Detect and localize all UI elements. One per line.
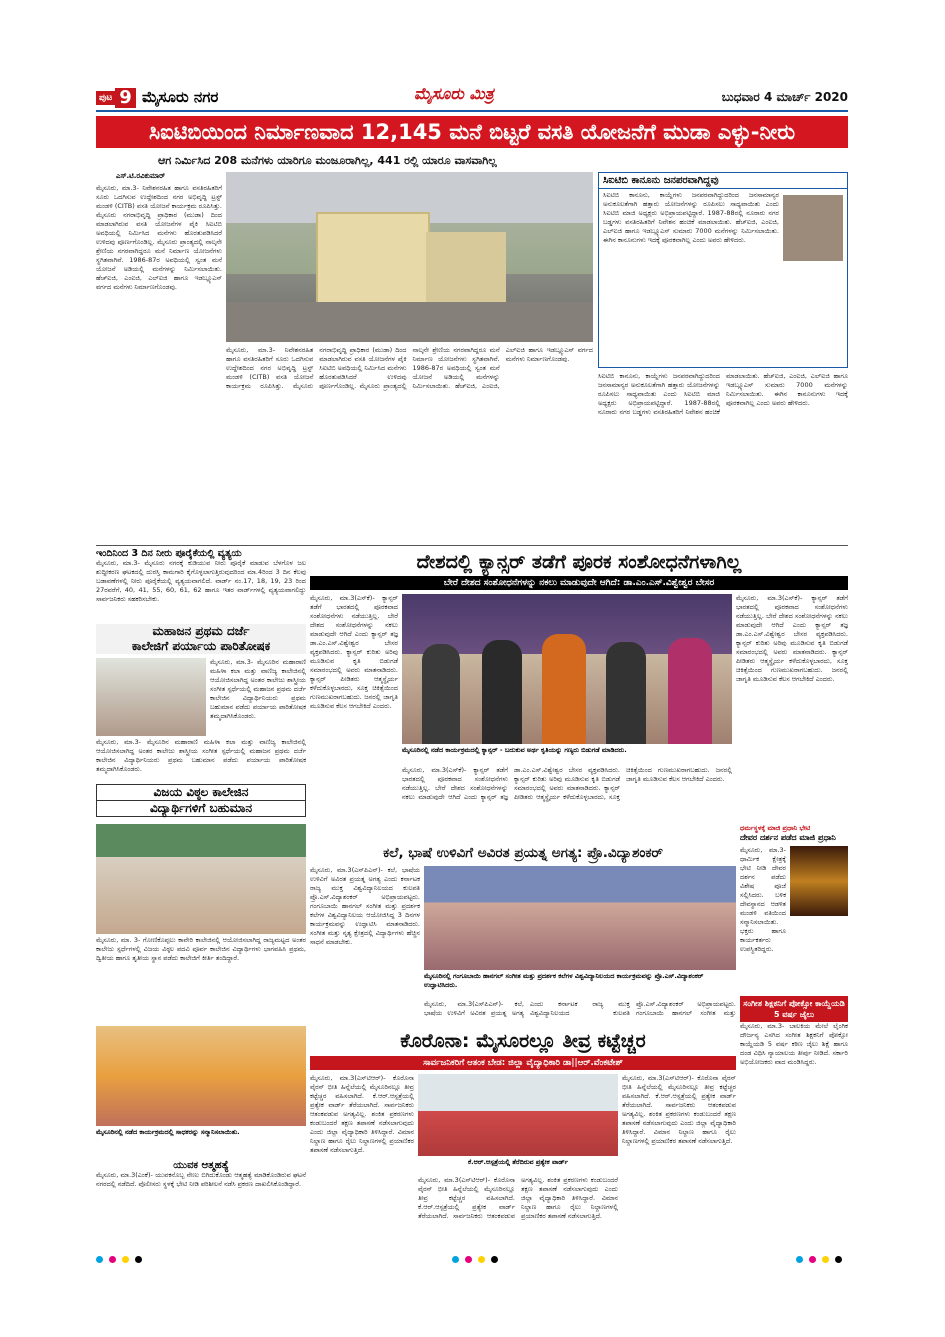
person-shape: [542, 634, 586, 744]
temple-article: [740, 824, 848, 994]
pocso-body: ಮೈಸೂರು, ಮಾ.3- ಬಾಲಕಿಯ ಮೇಲೆ ಲೈಂಗಿಕ ದೌರ್ಜನ್ಯ ಎಸಗಿದ ಸಂಗೀತ ಶಿಕ್ಷಕನಿಗೆ ಪೋಕ್ಸೋ ಕಾಯ್ದೆಯಡಿ 5 ವರ್ಷ ಕಠಿಣ ಜೈಲು ಶಿಕ್ಷೆ ಹಾಗೂ ದಂಡ ವಿಧಿಸಿ ನ್ಯಾಯಾಲಯ ತೀರ್ಪು ನೀಡಿದೆ. ಸರ್ಕಾರಿ ಅಭಿಯೋಜಕರು ವಾದ ಮಂಡಿಸಿದ್ದರು.: [740, 1022, 848, 1066]
temple-kicker: ಧರ್ಮಸ್ಥಳಕ್ಕೆ ಮಾಜಿ ಪ್ರಧಾನಿ ಭೇಟಿ: [740, 824, 811, 832]
kala-caption: ಮೈಸೂರಿನಲ್ಲಿ ಗಂಗೂಬಾಯಿ ಹಾನಗಲ್ ಸಂಗೀತ ಮತ್ತು ಪ್ರದರ್ಶಕ ಕಲೆಗಳ ವಿಶ್ವವಿದ್ಯಾನಿಲಯದ ಕಾರ್ಯಕ್ರಮವನ್ನು ಪ್ರೊ.ಎಸ್.ವಿದ್ಯಾಶಂಕರ್ ಉದ್ಘಾಟಿಸಿದರು.: [424, 972, 736, 1000]
lead-body: ಮೈಸೂರು, ಮಾ.3- ನಿವೇಶನರಹಿತ ಹಾಗೂ ವಸತಿರಹಿತರಿಗೆ ಸೂರು ಒದಗಿಸುವ ಉದ್ದೇಶದಿಂದ ನಗರ ಅಭಿವೃದ್ಧಿ ಟ್ರಸ್ಟ್ ಮಂಡಳಿ (CITB) ವಸತಿ ಯೋಜನೆ ಕಾರ್ಯಕ್ರಮ ರೂಪಿಸಿತ್ತು. ಮೈಸೂರು ನಗರಾಭಿವೃದ್ಧಿ ಪ್ರಾಧಿಕಾರ (ಮುಡಾ) ದಿಂದ ಮಾಡಲಾಗಿರುವ ವಸತಿ ಯೋಜನೆಗಳ ಪೈಕಿ ಸಿಐಟಿಬಿ ಅವಧಿಯಲ್ಲಿ ನಿರ್ಮಿಸಿದ ಮನೆಗಳು ಹೊರತುಪಡಿಸಿದರೆ ಉಳಿದವು ಪೂರ್ಣಗೊಂಡಿಲ್ಲ. ಮೈಸೂರು ಪ್ರಾಂತ್ಯದಲ್ಲಿ ನಾಲ್ಕನೇ ಶ್ರೇಣಿಯ ನಗರವಾಗಿದ್ದರೂ ಮನೆ ನಿರ್ಮಾಣ ಯೋಜನೆಗಳು ಸ್ಥಗಿತವಾಗಿವೆ. 1986-87ರ ಅವಧಿಯಲ್ಲಿ ಸ್ವಂತ ಮನೆ ಯೋಜನೆ ಅಡಿಯಲ್ಲಿ ಮನೆಗಳನ್ನು ನಿರ್ಮಿಸಲಾಯಿತು. ಹೆಚ್ಐಜಿ, ಎಂಐಜಿ, ಎಲ್ಐಜಿ ಹಾಗೂ ಇಡಬ್ಲ್ಯೂಎಸ್ ವರ್ಗದ ಮನೆಗಳು ನಿರ್ಮಾಣಗೊಂಡವು.: [96, 184, 222, 291]
page-number-block: [96, 88, 136, 108]
vijaya-headline-2: ವಿದ್ಯಾರ್ಥಿಗಳಿಗೆ ಬಹುಮಾನ: [96, 801, 306, 817]
page-label: ಪುಟ: [96, 91, 115, 105]
registration-dot: [835, 1256, 842, 1263]
cancer-body-right: ಮೈಸೂರು, ಮಾ.3(ಎಸ್‌ಕೆ)- ಕ್ಯಾನ್ಸರ್ ತಡೆಗೆ ಭಾರತದಲ್ಲಿ ಪೂರಕವಾದ ಸಂಶೋಧನೆಗಳು ನಡೆಯುತ್ತಿಲ್ಲ. ಬೇರೆ ದೇಶದ ಸಂಶೋಧನೆಗಳನ್ನು ನಕಲು ಮಾಡುವುದೇ ಆಗಿದೆ ಎಂದು ಕ್ಯಾನ್ಸರ್ ತಜ್ಞ ಡಾ.ಎಂ.ಎಸ್.ವಿಶ್ವೇಶ್ವರ ಬೇಸರ ವ್ಯಕ್ತಪಡಿಸಿದರು. ಕ್ಯಾನ್ಸರ್ ಕುರಿತು ಅರಿವು ಮೂಡಿಸುವ ಕೃತಿ ಬಿಡುಗಡೆ ಸಮಾರಂಭದಲ್ಲಿ ಅವರು ಮಾತನಾಡಿದರು. ಕ್ಯಾನ್ಸರ್ ಪೀಡಿತರು ಆತ್ಮಸ್ಥೈರ್ಯ ಕಳೆದುಕೊಳ್ಳಬಾರದು, ಸೂಕ್ತ ಚಿಕಿತ್ಸೆಯಿಂದ ಗುಣಮುಖರಾಗಬಹುದು. ಜನರಲ್ಲಿ ಜಾಗೃತಿ ಮೂಡಿಸುವ ಕೆಲಸ ಆಗಬೇಕಿದೆ ಎಂದರು.: [736, 594, 848, 683]
road-shape: [226, 302, 593, 342]
mahajana-photo: [96, 658, 206, 736]
lead-subheadline: ಆಗ ನಿರ್ಮಿಸಿದ 208 ಮನೆಗಳು ಯಾರಿಗೂ ಮಂಜೂರಾಗಿಲ್ಲ, 441 ರಲ್ಲಿ ಯಾರೂ ವಾಸವಾಗಿಲ್ಲ: [158, 154, 497, 167]
mahajana-headline-1: ಮಹಾಜನ ಪ್ರಥಮ ದರ್ಜೆ: [96, 624, 306, 639]
registration-marks-left: [96, 1256, 142, 1263]
sidebar-continued: [598, 372, 848, 542]
person-shape: [606, 642, 646, 744]
mahajana-body: ಮೈಸೂರು, ಮಾ.3- ಮೈಸೂರಿನ ಮಹಾರಾಣಿ ಮಹಿಳಾ ಕಲಾ ಮತ್ತು ವಾಣಿಜ್ಯ ಕಾಲೇಜಿನಲ್ಲಿ ಆಯೋಜಿಸಲಾಗಿದ್ದ ಅಂತರ ಕಾಲೇಜು ಶಾಸ್ತ್ರೀಯ ಸಂಗೀತ ಸ್ಪರ್ಧೆಯಲ್ಲಿ ಮಹಾಜನ ಪ್ರಥಮ ದರ್ಜೆ ಕಾಲೇಜಿನ ವಿದ್ಯಾರ್ಥಿನಿಯರು ಪ್ರಥಮ ಬಹುಮಾನ ಪಡೆದು ಪರ್ಯಾಯ ಪಾರಿತೋಷಕ ತಮ್ಮದಾಗಿಸಿಕೊಂಡರು.: [96, 738, 306, 773]
lead-continued: [226, 346, 593, 542]
corona-body-continued: ಮೈಸೂರು, ಮಾ.3(ಎಸ್‌ಟಿಆರ್)- ಕೊರೊನಾ ವೈರಸ್ ಭೀತಿ ಹಿನ್ನೆಲೆಯಲ್ಲಿ ಮೈಸೂರಿನಲ್ಲೂ ತೀವ್ರ ಕಟ್ಟೆಚ್ಚರ ವಹಿಸಲಾಗಿದೆ. ಕೆ.ಆರ್.ಆಸ್ಪತ್ರೆಯಲ್ಲಿ ಪ್ರತ್ಯೇಕ ವಾರ್ಡ್ ತೆರೆಯಲಾಗಿದೆ. ಸಾರ್ವಜನಿಕರು ಆತಂಕಪಡುವ ಅಗತ್ಯವಿಲ್ಲ. ಶಂಕಿತ ಪ್ರಕರಣಗಳು ಕಂಡುಬಂದರೆ ತಕ್ಷಣ ತಪಾಸಣೆ ನಡೆಸಲಾಗುವುದು ಎಂದು ಜಿಲ್ಲಾ ವೈದ್ಯಾಧಿಕಾರಿ ತಿಳಿಸಿದ್ದಾರೆ. ವಿಮಾನ ನಿಲ್ದಾಣ ಹಾಗೂ ರೈಲು ನಿಲ್ದಾಣಗಳಲ್ಲಿ ಪ್ರಯಾಣಿಕರ ತಪಾಸಣೆ ನಡೆಸಲಾಗುತ್ತಿದೆ.: [418, 1176, 618, 1220]
byline: ಎಸ್.ಟಿ.ರವಿಕುಮಾರ್: [116, 172, 166, 180]
mahajana-article: [96, 624, 306, 782]
registration-dot: [478, 1256, 485, 1263]
pocso-headline: ಸಂಗೀತ ಶಿಕ್ಷಕನಿಗೆ ಪೋಕ್ಸೋ ಕಾಯ್ದೆಯಡಿ 5 ವರ್ಷ ಜೈಲು: [740, 996, 848, 1022]
temple-body: ಮೈಸೂರು, ಮಾ.3- ಧಾರ್ಮಿಕ ಕ್ಷೇತ್ರಕ್ಕೆ ಭೇಟಿ ನೀಡಿ ದೇವರ ದರ್ಶನ ಪಡೆದು ವಿಶೇಷ ಪೂಜೆ ಸಲ್ಲಿಸಿದರು. ಬಳಿಕ ದೇವಸ್ಥಾನದ ಆಡಳಿತ ಮಂಡಳಿ ವತಿಯಿಂದ ಸನ್ಮಾನಿಸಲಾಯಿತು. ಭಕ್ತರು ಹಾಗೂ ಕಾರ್ಯಕರ್ತರು ಉಪಸ್ಥಿತರಿದ್ದರು.: [740, 846, 786, 953]
cancer-photo: [402, 594, 732, 744]
award-photo: [96, 1026, 306, 1126]
registration-dot: [809, 1256, 816, 1263]
corona-headline: ಕೊರೊನಾ: ಮೈಸೂರಲ್ಲೂ ತೀವ್ರ ಕಟ್ಟೆಚ್ಚರ: [400, 1030, 646, 1052]
sidebar-box: [598, 172, 848, 368]
registration-dot: [109, 1256, 116, 1263]
registration-marks-right: [796, 1256, 842, 1263]
mahajana-headline-2: ಕಾಲೇಜಿಗೆ ಪರ್ಯಾಯ ಪಾರಿತೋಷಕ: [96, 639, 306, 654]
corona-subheadline: ಸಾರ್ವಜನಿಕರಿಗೆ ಆತಂಕ ಬೇಡ: ಜಿಲ್ಲಾ ವೈದ್ಯಾಧಿಕಾರಿ ಡಾ||ಆರ್.ವೆಂಕಟೇಶ್: [310, 1056, 736, 1070]
water-body: ಮೈಸೂರು, ಮಾ.3- ಮೈಸೂರು ನಗರಕ್ಕೆ ಕುಡಿಯುವ ನೀರು ಪೂರೈಕೆ ಮಾಡುವ ಬೆಳಗೊಳ ಜಲ ಶುದ್ಧೀಕರಣ ಘಟಕದಲ್ಲಿ ದುರಸ್ತಿ ಕಾಮಗಾರಿ ಕೈಗೊಳ್ಳಲಾಗುತ್ತಿರುವುದರಿಂದ ಮಾ.4ರಿಂದ 3 ದಿನ ಕೆಲವು ಬಡಾವಣೆಗಳಲ್ಲಿ ನೀರು ಪೂರೈಕೆಯಲ್ಲಿ ವ್ಯತ್ಯಯವಾಗಲಿದೆ. ವಾರ್ಡ್ ನಂ.17, 18, 19, 23 ರಿಂದ 27ರವರೆಗೆ, 40, 41, 55, 60, 61, 62 ಹಾಗೂ ಇತರ ವಾರ್ಡ್‌ಗಳಲ್ಲಿ ವ್ಯತ್ಯಯವಾಗಲಿದ್ದು ಸಾರ್ವಜನಿಕರು ಸಹಕರಿಸಬೇಕು.: [96, 559, 306, 603]
page-number: 9: [115, 88, 136, 108]
portrait-photo: [783, 195, 843, 261]
page-header: [96, 86, 848, 112]
registration-marks-center: [452, 1256, 498, 1263]
corona-caption: ಕೆ.ಆರ್.ಆಸ್ಪತ್ರೆಯಲ್ಲಿ ತೆರೆದಿರುವ ಪ್ರತ್ಯೇಕ ವಾರ್ಡ್: [418, 1158, 618, 1174]
cancer-caption: ಮೈಸೂರಿನಲ್ಲಿ ನಡೆದ ಕಾರ್ಯಕ್ರಮದಲ್ಲಿ ಕ್ಯಾನ್ಸರ್ - ಬದುಕುವ ಅರ್ಥ ಕೃತಿಯನ್ನು ಗಣ್ಯರು ಬಿಡುಗಡೆ ಮಾಡಿದರು.: [402, 746, 732, 764]
vijaya-body: ಮೈಸೂರು, ಮಾ. 3- ಗೋಣಿಕೊಪ್ಪಲು ಕಾವೇರಿ ಕಾಲೇಜಿನಲ್ಲಿ ಆಯೋಜಿಸಲಾಗಿದ್ದ ರಾಜ್ಯಮಟ್ಟದ ಅಂತರ ಕಾಲೇಜು ಸ್ಪರ್ಧೆಗಳಲ್ಲಿ ವಿಜಯ ವಿಠ್ಠಲ ಪದವಿ ಪೂರ್ವ ಕಾಲೇಜಿನ ವಿದ್ಯಾರ್ಥಿಗಳು ಭಾಗವಹಿಸಿ ಪ್ರಥಮ, ದ್ವಿತೀಯ ಹಾಗೂ ತೃತೀಯ ಸ್ಥಾನ ಪಡೆದು ಕಾಲೇಜಿಗೆ ಕೀರ್ತಿ ತಂದಿದ್ದಾರೆ.: [96, 936, 306, 962]
temple-headline: ದೇವರ ದರ್ಶನ ಪಡೆದ ಮಾಜಿ ಪ್ರಧಾನಿ: [740, 833, 836, 842]
sidebar-body: ಸಿಐಟಿಬಿ ಕಾನೂನು, ಕಾಯ್ದೆಗಳು ಜನಪರವಾಗಿದ್ದುದರಿಂದ ಜನಸಾಮಾನ್ಯರ ಅನುಕೂಲತೆಗಾಗಿ ಹತ್ತಾರು ಯೋಜನೆಗಳನ್ನು ರೂಪಿಸಲು ಸಾಧ್ಯವಾಯಿತು ಎಂದು ಸಿಐಟಿಬಿ ಮಾಜಿ ಅಧ್ಯಕ್ಷರು ಅಭಿಪ್ರಾಯಪಟ್ಟಿದ್ದಾರೆ. 1987-88ರಲ್ಲಿ ನೂರಾರು ನಗರ ಬಡ್ಡಗಳು ವಸತಿರಹಿತರಿಗೆ ನಿವೇಶನ ಹಂಚಿಕೆ ಮಾಡಲಾಯಿತು. ಹೆಚ್ಐಜಿ, ಎಂಐಜಿ, ಎಲ್ಐಜಿ ಹಾಗೂ ಇಡಬ್ಲ್ಯೂಎಸ್ ಸುಮಾರು 7000 ಮನೆಗಳನ್ನು ನಿರ್ಮಿಸಲಾಯಿತು. ಈಗಿನ ಕಾನೂನುಗಳು ಇದಕ್ಕೆ ಪೂರಕವಾಗಿಲ್ಲ ಎಂದು ಅವರು ಹೇಳಿದರು.: [603, 191, 779, 244]
registration-dot: [135, 1256, 142, 1263]
person-shape: [482, 640, 522, 744]
water-headline: ಇಂದಿನಿಂದ 3 ದಿನ ನೀರು ಪೂರೈಕೆಯಲ್ಲಿ ವ್ಯತ್ಯಯ: [96, 548, 242, 559]
kala-headline: ಕಲೆ, ಭಾಷೆ ಉಳಿವಿಗೆ ಅವಿರತ ಪ್ರಯತ್ನ ಅಗತ್ಯ: ಪ್ರೊ.ವಿದ್ಯಾಶಂಕರ್: [383, 845, 663, 861]
masthead: ಮೈಸೂರು ಮಿತ್ರ: [414, 86, 494, 103]
person-shape: [422, 644, 460, 744]
kala-body-left: ಮೈಸೂರು, ಮಾ.3(ಎಸ್‌ಪಿಎನ್)- ಕಲೆ, ಭಾಷೆಯ ಉಳಿವಿಗೆ ಅವಿರತ ಪ್ರಯತ್ನ ಅಗತ್ಯ ಎಂದು ಕರ್ನಾಟಕ ರಾಜ್ಯ ಮುಕ್ತ ವಿಶ್ವವಿದ್ಯಾನಿಲಯದ ಕುಲಪತಿ ಪ್ರೊ.ಎಸ್.ವಿದ್ಯಾಶಂಕರ್ ಅಭಿಪ್ರಾಯಪಟ್ಟರು. ಗಂಗೂಬಾಯಿ ಹಾನಗಲ್ ಸಂಗೀತ ಮತ್ತು ಪ್ರದರ್ಶಕ ಕಲೆಗಳ ವಿಶ್ವವಿದ್ಯಾನಿಲಯ ಆಯೋಜಿಸಿದ್ದ 3 ದಿನಗಳ ಕಾರ್ಯಕ್ರಮವನ್ನು ಉದ್ಘಾಟಿಸಿ ಮಾತನಾಡಿದರು. ಸಂಗೀತ ಮತ್ತು ನೃತ್ಯ ಕ್ಷೇತ್ರದಲ್ಲಿ ವಿದ್ಯಾರ್ಥಿಗಳು ಹೆಚ್ಚಿನ ಸಾಧನೆ ಮಾಡಬೇಕು.: [310, 866, 420, 946]
registration-dot: [465, 1256, 472, 1263]
registration-dot: [796, 1256, 803, 1263]
kala-photo: [424, 866, 736, 970]
water-article: [96, 548, 306, 622]
lead-body-continued: ಮೈಸೂರು, ಮಾ.3- ನಿವೇಶನರಹಿತ ಹಾಗೂ ವಸತಿರಹಿತರಿಗೆ ಸೂರು ಒದಗಿಸುವ ಉದ್ದೇಶದಿಂದ ನಗರ ಅಭಿವೃದ್ಧಿ ಟ್ರಸ್ಟ್ ಮಂಡಳಿ (CITB) ವಸತಿ ಯೋಜನೆ ಕಾರ್ಯಕ್ರಮ ರೂಪಿಸಿತ್ತು. ಮೈಸೂರು ನಗರಾಭಿವೃದ್ಧಿ ಪ್ರಾಧಿಕಾರ (ಮುಡಾ) ದಿಂದ ಮಾಡಲಾಗಿರುವ ವಸತಿ ಯೋಜನೆಗಳ ಪೈಕಿ ಸಿಐಟಿಬಿ ಅವಧಿಯಲ್ಲಿ ನಿರ್ಮಿಸಿದ ಮನೆಗಳು ಹೊರತುಪಡಿಸಿದರೆ ಉಳಿದವು ಪೂರ್ಣಗೊಂಡಿಲ್ಲ. ಮೈಸೂರು ಪ್ರಾಂತ್ಯದಲ್ಲಿ ನಾಲ್ಕನೇ ಶ್ರೇಣಿಯ ನಗರವಾಗಿದ್ದರೂ ಮನೆ ನಿರ್ಮಾಣ ಯೋಜನೆಗಳು ಸ್ಥಗಿತವಾಗಿವೆ. 1986-87ರ ಅವಧಿಯಲ್ಲಿ ಸ್ವಂತ ಮನೆ ಯೋಜನೆ ಅಡಿಯಲ್ಲಿ ಮನೆಗಳನ್ನು ನಿರ್ಮಿಸಲಾಯಿತು. ಹೆಚ್ಐಜಿ, ಎಂಐಜಿ, ಎಲ್ಐಜಿ ಹಾಗೂ ಇಡಬ್ಲ್ಯೂಎಸ್ ವರ್ಗದ ಮನೆಗಳು ನಿರ್ಮಾಣಗೊಂಡವು.: [226, 346, 593, 390]
temple-photo: [790, 846, 848, 916]
issue-date: ಬುಧವಾರ 4 ಮಾರ್ಚ್ 2020: [721, 90, 848, 104]
lead-photo: [226, 172, 593, 342]
registration-dot: [452, 1256, 459, 1263]
sidebar-title: ಸಿಐಟಿಬಿ ಕಾನೂನು ಜನಪರವಾಗಿದ್ದವು: [599, 173, 847, 189]
suicide-body: ಮೈಸೂರು, ಮಾ.3(ಎಂಕೆ)- ಯುವಕನೊಬ್ಬ ನೇಣು ಬಿಗಿದುಕೊಂಡು ಆತ್ಮಹತ್ಯೆ ಮಾಡಿಕೊಂಡಿರುವ ಘಟನೆ ನಗರದಲ್ಲಿ ನಡೆದಿದೆ. ಪೊಲೀಸರು ಸ್ಥಳಕ್ಕೆ ಭೇಟಿ ನೀಡಿ ಪರಿಶೀಲನೆ ನಡೆಸಿ ಪ್ರಕರಣ ದಾಖಲಿಸಿಕೊಂಡಿದ್ದಾರೆ.: [96, 1171, 306, 1188]
mahajana-body-side: ಮೈಸೂರು, ಮಾ.3- ಮೈಸೂರಿನ ಮಹಾರಾಣಿ ಮಹಿಳಾ ಕಲಾ ಮತ್ತು ವಾಣಿಜ್ಯ ಕಾಲೇಜಿನಲ್ಲಿ ಆಯೋಜಿಸಲಾಗಿದ್ದ ಅಂತರ ಕಾಲೇಜು ಶಾಸ್ತ್ರೀಯ ಸಂಗೀತ ಸ್ಪರ್ಧೆಯಲ್ಲಿ ಮಹಾಜನ ಪ್ರಥಮ ದರ್ಜೆ ಕಾಲೇಜಿನ ವಿದ್ಯಾರ್ಥಿನಿಯರು ಪ್ರಥಮ ಬಹುಮಾನ ಪಡೆದು ಪರ್ಯಾಯ ಪಾರಿತೋಷಕ ತಮ್ಮದಾಗಿಸಿಕೊಂಡರು.: [210, 658, 306, 720]
kala-body-continued: ಮೈಸೂರು, ಮಾ.3(ಎಸ್‌ಪಿಎನ್)- ಕಲೆ, ಭಾಷೆಯ ಉಳಿವಿಗೆ ಅವಿರತ ಪ್ರಯತ್ನ ಅಗತ್ಯ ಎಂದು ಕರ್ನಾಟಕ ರಾಜ್ಯ ಮುಕ್ತ ವಿಶ್ವವಿದ್ಯಾನಿಲಯದ ಕುಲಪತಿ ಪ್ರೊ.ಎಸ್.ವಿದ್ಯಾಶಂಕರ್ ಅಭಿಪ್ರಾಯಪಟ್ಟರು. ಗಂಗೂಬಾಯಿ ಹಾನಗಲ್ ಸಂಗೀತ ಮತ್ತು: [424, 1000, 736, 1017]
pocso-article: [740, 996, 848, 1266]
vijaya-article: [96, 784, 306, 1024]
corona-body-left: ಮೈಸೂರು, ಮಾ.3(ಎಸ್‌ಟಿಆರ್)- ಕೊರೊನಾ ವೈರಸ್ ಭೀತಿ ಹಿನ್ನೆಲೆಯಲ್ಲಿ ಮೈಸೂರಿನಲ್ಲೂ ತೀವ್ರ ಕಟ್ಟೆಚ್ಚರ ವಹಿಸಲಾಗಿದೆ. ಕೆ.ಆರ್.ಆಸ್ಪತ್ರೆಯಲ್ಲಿ ಪ್ರತ್ಯೇಕ ವಾರ್ಡ್ ತೆರೆಯಲಾಗಿದೆ. ಸಾರ್ವಜನಿಕರು ಆತಂಕಪಡುವ ಅಗತ್ಯವಿಲ್ಲ. ಶಂಕಿತ ಪ್ರಕರಣಗಳು ಕಂಡುಬಂದರೆ ತಕ್ಷಣ ತಪಾಸಣೆ ನಡೆಸಲಾಗುವುದು ಎಂದು ಜಿಲ್ಲಾ ವೈದ್ಯಾಧಿಕಾರಿ ತಿಳಿಸಿದ್ದಾರೆ. ವಿಮಾನ ನಿಲ್ದಾಣ ಹಾಗೂ ರೈಲು ನಿಲ್ದಾಣಗಳಲ್ಲಿ ಪ್ರಯಾಣಿಕರ ತಪಾಸಣೆ ನಡೆಸಲಾಗುತ್ತಿದೆ.: [310, 1074, 414, 1154]
vijaya-headline-1: ವಿಜಯ ವಿಠ್ಠಲ ಕಾಲೇಜಿನ: [96, 784, 306, 801]
corona-ward-photo: [418, 1074, 618, 1156]
registration-dot: [491, 1256, 498, 1263]
corona-body-right: ಮೈಸೂರು, ಮಾ.3(ಎಸ್‌ಟಿಆರ್)- ಕೊರೊನಾ ವೈರಸ್ ಭೀತಿ ಹಿನ್ನೆಲೆಯಲ್ಲಿ ಮೈಸೂರಿನಲ್ಲೂ ತೀವ್ರ ಕಟ್ಟೆಚ್ಚರ ವಹಿಸಲಾಗಿದೆ. ಕೆ.ಆರ್.ಆಸ್ಪತ್ರೆಯಲ್ಲಿ ಪ್ರತ್ಯೇಕ ವಾರ್ಡ್ ತೆರೆಯಲಾಗಿದೆ. ಸಾರ್ವಜನಿಕರು ಆತಂಕಪಡುವ ಅಗತ್ಯವಿಲ್ಲ. ಶಂಕಿತ ಪ್ರಕರಣಗಳು ಕಂಡುಬಂದರೆ ತಕ್ಷಣ ತಪಾಸಣೆ ನಡೆಸಲಾಗುವುದು ಎಂದು ಜಿಲ್ಲಾ ವೈದ್ಯಾಧಿಕಾರಿ ತಿಳಿಸಿದ್ದಾರೆ. ವಿಮಾನ ನಿಲ್ದಾಣ ಹಾಗೂ ರೈಲು ನಿಲ್ದಾಣಗಳಲ್ಲಿ ಪ್ರಯಾಣಿಕರ ತಪಾಸಣೆ ನಡೆಸಲಾಗುತ್ತಿದೆ.: [622, 1074, 736, 1145]
suicide-headline: ಯುವಕ ಆತ್ಮಹತ್ಯೆ: [173, 1160, 229, 1171]
divider: [96, 545, 848, 546]
award-caption: ಮೈಸೂರಿನಲ್ಲಿ ನಡೆದ ಕಾರ್ಯಕ್ರಮದಲ್ಲಿ ಸಾಧಕರನ್ನು ಸನ್ಮಾನಿಸಲಾಯಿತು.: [96, 1128, 306, 1158]
suicide-article: [96, 1160, 306, 1250]
cancer-subheadline: ಬೇರೆ ದೇಶದ ಸಂಶೋಧನೆಗಳನ್ನು ನಕಲು ಮಾಡುವುದೇ ಆಗಿದೆ: ಡಾ.ಎಂ.ಎಸ್.ವಿಶ್ವೇಶ್ವರ ಬೇಸರ: [310, 576, 848, 590]
section-name: ಮೈಸೂರು ನಗರ: [142, 88, 219, 106]
registration-dot: [822, 1256, 829, 1263]
person-shape: [668, 638, 712, 744]
cancer-headline: ದೇಶದಲ್ಲಿ ಕ್ಯಾನ್ಸರ್ ತಡೆಗೆ ಪೂರಕ ಸಂಶೋಧನೆಗಳಾಗಿಲ್ಲ: [416, 551, 742, 573]
cancer-body-continued: ಮೈಸೂರು, ಮಾ.3(ಎಸ್‌ಕೆ)- ಕ್ಯಾನ್ಸರ್ ತಡೆಗೆ ಭಾರತದಲ್ಲಿ ಪೂರಕವಾದ ಸಂಶೋಧನೆಗಳು ನಡೆಯುತ್ತಿಲ್ಲ. ಬೇರೆ ದೇಶದ ಸಂಶೋಧನೆಗಳನ್ನು ನಕಲು ಮಾಡುವುದೇ ಆಗಿದೆ ಎಂದು ಕ್ಯಾನ್ಸರ್ ತಜ್ಞ ಡಾ.ಎಂ.ಎಸ್.ವಿಶ್ವೇಶ್ವರ ಬೇಸರ ವ್ಯಕ್ತಪಡಿಸಿದರು. ಕ್ಯಾನ್ಸರ್ ಕುರಿತು ಅರಿವು ಮೂಡಿಸುವ ಕೃತಿ ಬಿಡುಗಡೆ ಸಮಾರಂಭದಲ್ಲಿ ಅವರು ಮಾತನಾಡಿದರು. ಕ್ಯಾನ್ಸರ್ ಪೀಡಿತರು ಆತ್ಮಸ್ಥೈರ್ಯ ಕಳೆದುಕೊಳ್ಳಬಾರದು, ಸೂಕ್ತ ಚಿಕಿತ್ಸೆಯಿಂದ ಗುಣಮುಖರಾಗಬಹುದು. ಜನರಲ್ಲಿ ಜಾಗೃತಿ ಮೂಡಿಸುವ ಕೆಲಸ ಆಗಬೇಕಿದೆ ಎಂದರು.: [402, 766, 732, 801]
cancer-body-left: ಮೈಸೂರು, ಮಾ.3(ಎಸ್‌ಕೆ)- ಕ್ಯಾನ್ಸರ್ ತಡೆಗೆ ಭಾರತದಲ್ಲಿ ಪೂರಕವಾದ ಸಂಶೋಧನೆಗಳು ನಡೆಯುತ್ತಿಲ್ಲ. ಬೇರೆ ದೇಶದ ಸಂಶೋಧನೆಗಳನ್ನು ನಕಲು ಮಾಡುವುದೇ ಆಗಿದೆ ಎಂದು ಕ್ಯಾನ್ಸರ್ ತಜ್ಞ ಡಾ.ಎಂ.ಎಸ್.ವಿಶ್ವೇಶ್ವರ ಬೇಸರ ವ್ಯಕ್ತಪಡಿಸಿದರು. ಕ್ಯಾನ್ಸರ್ ಕುರಿತು ಅರಿವು ಮೂಡಿಸುವ ಕೃತಿ ಬಿಡುಗಡೆ ಸಮಾರಂಭದಲ್ಲಿ ಅವರು ಮಾತನಾಡಿದರು. ಕ್ಯಾನ್ಸರ್ ಪೀಡಿತರು ಆತ್ಮಸ್ಥೈರ್ಯ ಕಳೆದುಕೊಳ್ಳಬಾರದು, ಸೂಕ್ತ ಚಿಕಿತ್ಸೆಯಿಂದ ಗುಣಮುಖರಾಗಬಹುದು. ಜನರಲ್ಲಿ ಜಾಗೃತಿ ಮೂಡಿಸುವ ಕೆಲಸ ಆಗಬೇಕಿದೆ ಎಂದರು.: [310, 594, 398, 710]
registration-dot: [96, 1256, 103, 1263]
registration-dot: [122, 1256, 129, 1263]
lead-headline: ಸಿಐಟಿಬಿಯಿಂದ ನಿರ್ಮಾಣವಾದ 12,145 ಮನೆ ಬಿಟ್ಟರೆ ವಸತಿ ಯೋಜನೆಗೆ ಮುಡಾ ಎಳ್ಳು-ನೀರು: [96, 116, 848, 148]
sidebar-body-continued: ಸಿಐಟಿಬಿ ಕಾನೂನು, ಕಾಯ್ದೆಗಳು ಜನಪರವಾಗಿದ್ದುದರಿಂದ ಜನಸಾಮಾನ್ಯರ ಅನುಕೂಲತೆಗಾಗಿ ಹತ್ತಾರು ಯೋಜನೆಗಳನ್ನು ರೂಪಿಸಲು ಸಾಧ್ಯವಾಯಿತು ಎಂದು ಸಿಐಟಿಬಿ ಮಾಜಿ ಅಧ್ಯಕ್ಷರು ಅಭಿಪ್ರಾಯಪಟ್ಟಿದ್ದಾರೆ. 1987-88ರಲ್ಲಿ ನೂರಾರು ನಗರ ಬಡ್ಡಗಳು ವಸತಿರಹಿತರಿಗೆ ನಿವೇಶನ ಹಂಚಿಕೆ ಮಾಡಲಾಯಿತು. ಹೆಚ್ಐಜಿ, ಎಂಐಜಿ, ಎಲ್ಐಜಿ ಹಾಗೂ ಇಡಬ್ಲ್ಯೂಎಸ್ ಸುಮಾರು 7000 ಮನೆಗಳನ್ನು ನಿರ್ಮಿಸಲಾಯಿತು. ಈಗಿನ ಕಾನೂನುಗಳು ಇದಕ್ಕೆ ಪೂರಕವಾಗಿಲ್ಲ ಎಂದು ಅವರು ಹೇಳಿದರು.: [598, 372, 848, 416]
vijaya-photo: [96, 824, 306, 934]
